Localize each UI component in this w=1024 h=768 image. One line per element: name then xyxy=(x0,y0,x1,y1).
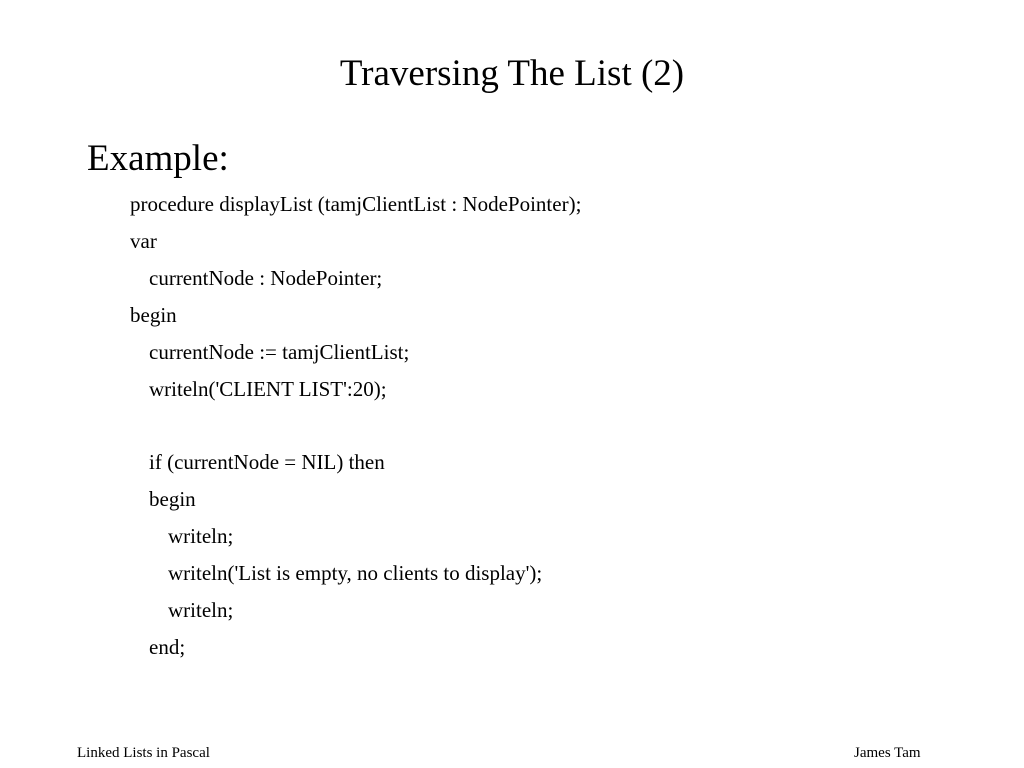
code-line: writeln('List is empty, no clients to display'); xyxy=(168,561,543,585)
code-line: writeln('CLIENT LIST':20); xyxy=(149,377,387,401)
example-heading: Example: xyxy=(87,138,229,179)
code-line: currentNode : NodePointer; xyxy=(149,266,383,290)
code-line: currentNode := tamjClientList; xyxy=(149,340,410,364)
code-line: if (currentNode = NIL) then xyxy=(149,450,385,474)
footer-course-title: Linked Lists in Pascal xyxy=(77,745,210,761)
code-line: begin xyxy=(130,303,177,327)
code-line: end; xyxy=(149,635,186,659)
slide-title: Traversing The List (2) xyxy=(339,53,685,94)
code-line: begin xyxy=(149,487,196,511)
code-line: writeln; xyxy=(168,598,234,622)
code-line: var xyxy=(130,229,157,253)
code-line: writeln; xyxy=(168,524,234,548)
footer-author: James Tam xyxy=(854,745,921,761)
code-line: procedure displayList (tamjClientList : NodePointer); xyxy=(130,192,582,216)
